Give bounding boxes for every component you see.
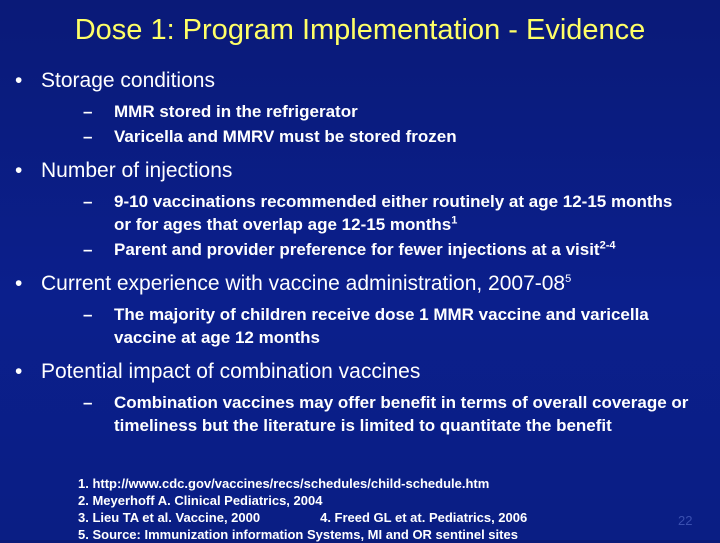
bullet-potential-impact — [0, 359, 720, 437]
dash-icon: – — [83, 305, 93, 324]
reference-4: 4. Freed GL et at. Pediatrics, 2006 — [320, 510, 528, 525]
bullet-current-experience — [0, 271, 720, 349]
citation-superscript: 5 — [565, 273, 572, 285]
sub-bullet-text: 9-10 vaccinations recommended either routinely at age 12-15 months or for ages that overlap age 12-15 months — [114, 192, 673, 234]
sub-bullet-text: Varicella and MMRV must be stored frozen — [114, 127, 457, 146]
bullet-icon: • — [15, 360, 23, 383]
sub-bullet-text: The majority of children receive dose 1 MMR vaccine and varicella vaccine at age 12 months — [114, 305, 649, 347]
reference-5: 5. Source: Immunization information Systems, MI and OR sentinel sites — [78, 527, 518, 542]
bullet-heading: Storage conditions — [41, 69, 215, 92]
sub-bullet — [41, 238, 708, 261]
reference-3: 3. Lieu TA et al. Vaccine, 2000 — [78, 510, 261, 525]
reference-line — [78, 475, 678, 492]
citation-superscript: 1 — [451, 214, 458, 227]
sub-bullet-text: MMR stored in the refrigerator — [114, 102, 358, 121]
dash-icon: – — [83, 127, 93, 146]
sub-bullet-list — [41, 303, 708, 349]
dash-icon: – — [83, 393, 93, 412]
sub-bullet — [41, 303, 708, 349]
dash-icon: – — [83, 240, 93, 259]
reference-2: 2. Meyerhoff A. Clinical Pediatrics, 2004 — [78, 493, 323, 508]
sub-bullet — [41, 100, 708, 123]
page-number: 22 — [678, 513, 693, 528]
sub-bullet — [41, 190, 708, 236]
sub-bullet — [41, 125, 708, 148]
sub-bullet-list — [41, 391, 708, 437]
bullet-heading: Current experience with vaccine administration, 2007-08 — [41, 272, 566, 295]
bullet-icon: • — [15, 159, 23, 182]
bullet-heading: Potential impact of combination vaccines — [41, 360, 421, 383]
slide-title: Dose 1: Program Implementation - Evidence — [74, 14, 646, 46]
slide-content — [0, 68, 720, 447]
reference-line — [78, 492, 678, 509]
sub-bullet-text: Combination vaccines may offer benefit in terms of overall coverage or timeliness but the literature is limited to quantitate the benefit — [114, 393, 689, 435]
bullet-number-of-injections — [0, 158, 720, 261]
bullet-icon: • — [15, 69, 23, 92]
bullet-storage-conditions — [0, 68, 720, 148]
citation-superscript: 2-4 — [599, 239, 616, 252]
sub-bullet-list — [41, 100, 708, 148]
bullet-icon: • — [15, 272, 23, 295]
sub-bullet-text: Parent and provider preference for fewer injections at a visit — [114, 240, 600, 259]
reference-line — [78, 509, 678, 526]
bullet-heading: Number of injections — [41, 159, 233, 182]
reference-1: 1. http://www.cdc.gov/vaccines/recs/schedules/child-schedule.htm — [78, 476, 490, 491]
dash-icon: – — [83, 192, 93, 211]
reference-line — [78, 526, 678, 543]
dash-icon: – — [83, 102, 93, 121]
sub-bullet-list — [41, 190, 708, 261]
sub-bullet — [41, 391, 708, 437]
references — [78, 475, 678, 543]
